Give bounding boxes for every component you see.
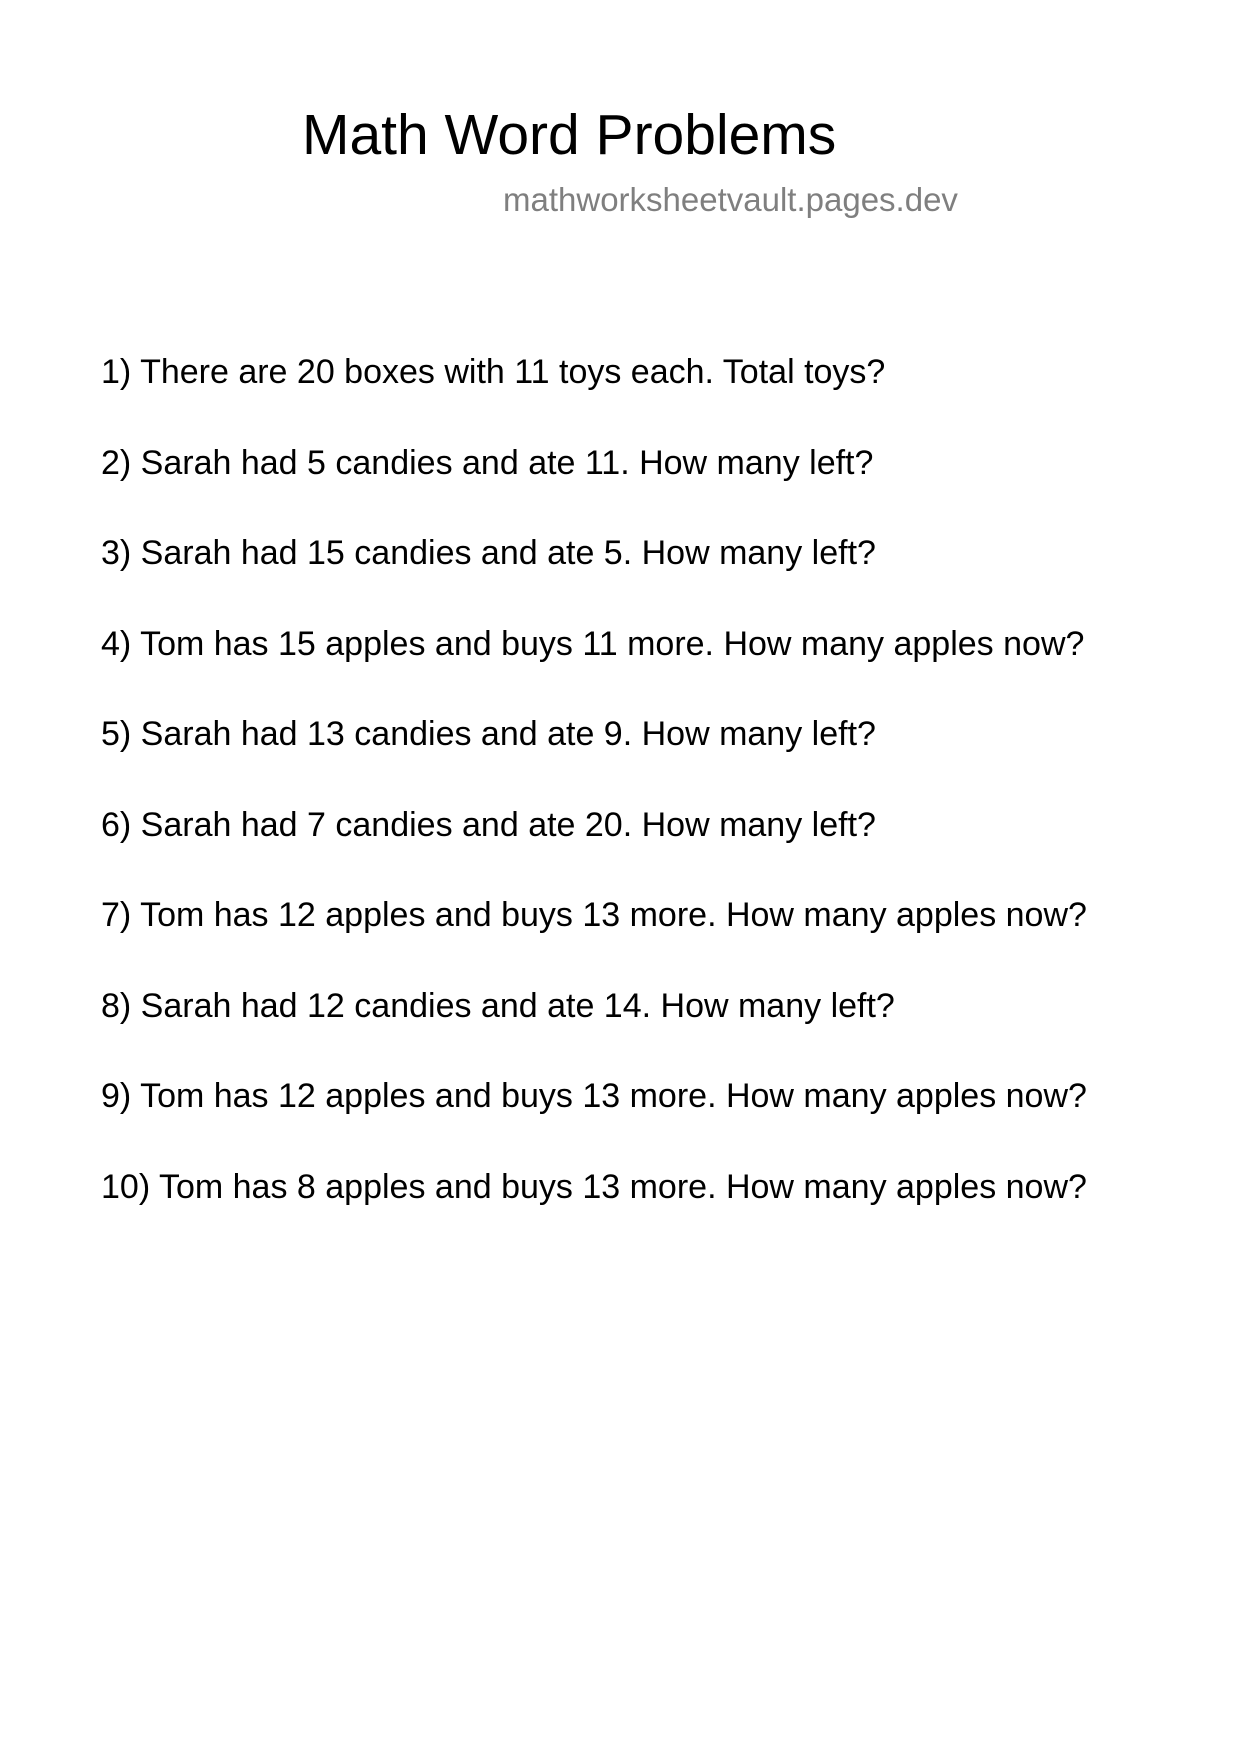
problem-item: 3) Sarah had 15 candies and ate 5. How many left?: [101, 534, 876, 572]
problem-item: 4) Tom has 15 apples and buys 11 more. How many apples now?: [101, 624, 1085, 663]
problem-item: 5) Sarah had 13 candies and ate 9. How many left?: [101, 715, 876, 753]
problem-item: 7) Tom has 12 apples and buys 13 more. How many apples now?: [101, 896, 1087, 934]
page-title: Math Word Problems: [302, 103, 837, 167]
source-url: mathworksheetvault.pages.dev: [503, 181, 958, 218]
problem-item: 10) Tom has 8 apples and buys 13 more. How many apples now?: [101, 1167, 1087, 1206]
problem-item: 2) Sarah had 5 candies and ate 11. How many left?: [101, 443, 874, 482]
problem-list: [101, 350, 1087, 1255]
problem-item: 6) Sarah had 7 candies and ate 20. How many left?: [101, 805, 876, 844]
problem-item: 1) There are 20 boxes with 11 toys each. Total toys?: [101, 353, 886, 391]
problem-item: 8) Sarah had 12 candies and ate 14. How many left?: [101, 986, 895, 1025]
problem-item: 9) Tom has 12 apples and buys 13 more. How many apples now?: [101, 1077, 1087, 1115]
